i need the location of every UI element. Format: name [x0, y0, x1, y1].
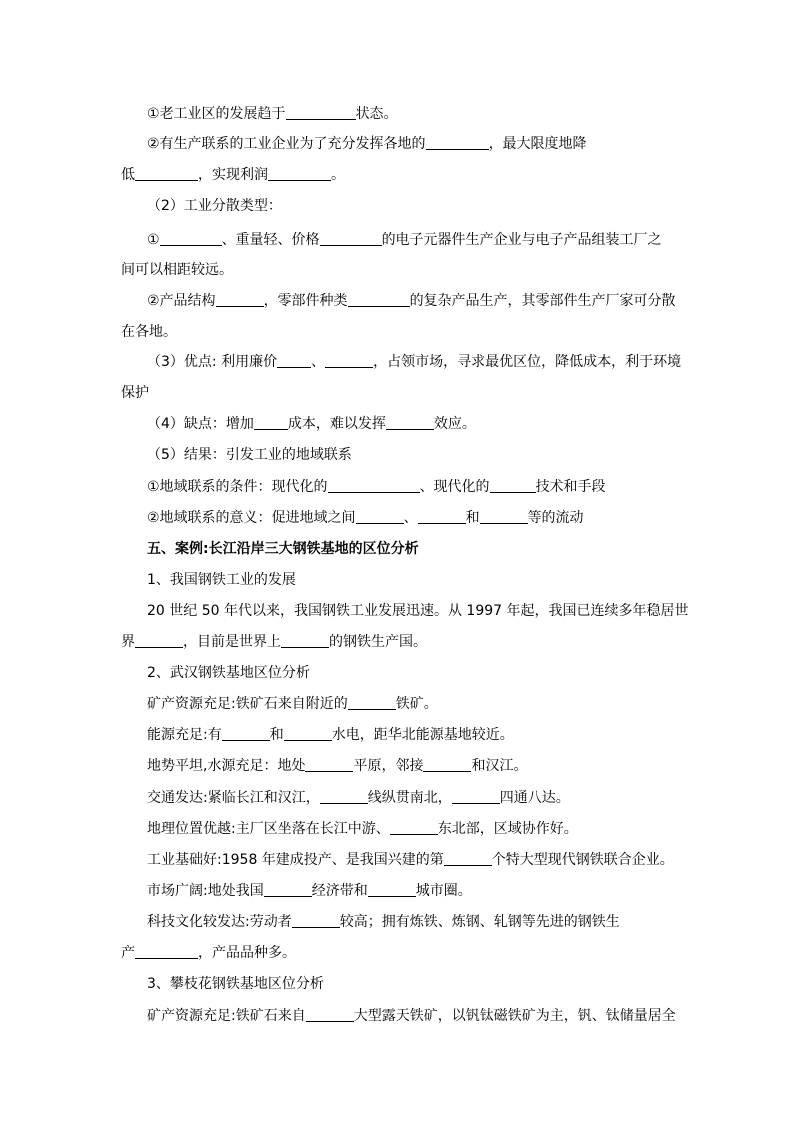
fill-blank[interactable] [386, 415, 434, 430]
fill-blank[interactable] [268, 166, 331, 181]
sub-heading: 1、我国钢铁工业的发展 [147, 572, 296, 588]
text-line: ①地域联系的条件：现代化的 、现代化的 技术和手段 [147, 479, 606, 495]
text-line: 市场广阔:地处我国 经济带和 城市圈。 [147, 883, 472, 899]
fill-blank[interactable] [444, 851, 492, 866]
text-line: 间可以相距较远。 [121, 262, 233, 278]
fill-blank[interactable] [135, 166, 198, 181]
fill-blank[interactable] [305, 757, 353, 772]
text-line: 交通发达:紧临长江和汉江， 线纵贯南北， 四通八达。 [147, 790, 570, 806]
text-line: ②有生产联系的工业企业为了充分发挥各地的 ，最大限度地降 [147, 136, 587, 152]
text-line: 矿产资源充足:铁矿石来自 大型露天铁矿，以钒钛磁铁矿为主，钒、钛储量居全 [147, 1008, 676, 1024]
fill-blank[interactable] [286, 105, 356, 120]
text-line: 地理位置优越:主厂区坐落在长江中游、 东北部，区域协作好。 [147, 821, 578, 837]
text-line: ① 、重量轻、价格 的电子元器件生产企业与电子产品组装工厂之 [147, 232, 662, 248]
fill-blank[interactable] [325, 353, 373, 368]
fill-blank[interactable] [356, 509, 404, 524]
text-line: 能源充足:有 和 水电，距华北能源基地较近。 [147, 727, 514, 743]
fill-blank[interactable] [418, 509, 466, 524]
fill-blank[interactable] [135, 944, 198, 959]
text-line: （3）优点: 利用廉价 、 ，占领市场，寻求最优区位，降低成本，利于环境 [147, 354, 682, 370]
text-line: 科技文化较发达:劳动者 较高；拥有炼铁、炼钢、轧钢等先进的钢铁生 [147, 914, 620, 930]
text-line: 工业基础好:1958 年建成投产、是我国兴建的第 个特大型现代钢铁联合企业。 [147, 852, 674, 868]
sub-heading: 2、武汉钢铁基地区位分析 [147, 665, 310, 681]
section-heading: （2）工业分散类型： [147, 198, 282, 214]
section-title: 五、案例:长江沿岸三大钢铁基地的区位分析 [147, 541, 419, 557]
text-line: （4）缺点：增加 成本，难以发挥 效应。 [147, 416, 476, 432]
fill-blank[interactable] [254, 415, 288, 430]
text-line: 保护 [121, 385, 149, 401]
fill-blank[interactable] [320, 231, 382, 246]
fill-blank[interactable] [423, 757, 471, 772]
fill-blank[interactable] [160, 231, 222, 246]
text-line: 界 ，目前是世界上 的钢铁生产国。 [121, 634, 427, 650]
fill-blank[interactable] [264, 882, 312, 897]
fill-blank[interactable] [216, 292, 264, 307]
text-line: 地势平坦,水源充足：地处 平原，邻接 和汉江。 [147, 758, 528, 774]
text-line: ②地域联系的意义：促进地域之间 、 和 等的流动 [147, 510, 584, 526]
section-heading: （5）结果：引发工业的地域联系 [147, 447, 352, 463]
fill-blank[interactable] [222, 726, 270, 741]
fill-blank[interactable] [368, 882, 416, 897]
fill-blank[interactable] [328, 478, 420, 493]
fill-blank[interactable] [135, 633, 183, 648]
fill-blank[interactable] [426, 135, 489, 150]
fill-blank[interactable] [281, 633, 329, 648]
text-line: ②产品结构 ，零部件种类 的复杂产品生产，其零部件生产厂家可分散 [147, 293, 676, 309]
fill-blank[interactable] [292, 913, 340, 928]
fill-blank[interactable] [348, 695, 396, 710]
text-line: 矿产资源充足:铁矿石来自附近的 铁矿。 [147, 696, 438, 712]
fill-blank[interactable] [284, 726, 332, 741]
text-line: 20 世纪 50 年代以来，我国钢铁工业发展迅速。从 1997 年起，我国已连续多年稳居世 [147, 603, 689, 619]
fill-blank[interactable] [480, 509, 528, 524]
fill-blank[interactable] [452, 789, 500, 804]
text-line: 低 ，实现利润 。 [121, 167, 345, 183]
sub-heading: 3、攀枝花钢铁基地区位分析 [147, 976, 324, 992]
fill-blank[interactable] [490, 478, 536, 493]
fill-blank[interactable] [277, 353, 311, 368]
fill-blank[interactable] [348, 292, 410, 307]
text-line: ①老工业区的发展趋于 状态。 [147, 106, 398, 122]
fill-blank[interactable] [320, 789, 368, 804]
fill-blank[interactable] [390, 820, 438, 835]
text-line: 产 ，产品品种多。 [121, 945, 296, 961]
fill-blank[interactable] [306, 1007, 354, 1022]
text-line: 在各地。 [121, 324, 177, 340]
